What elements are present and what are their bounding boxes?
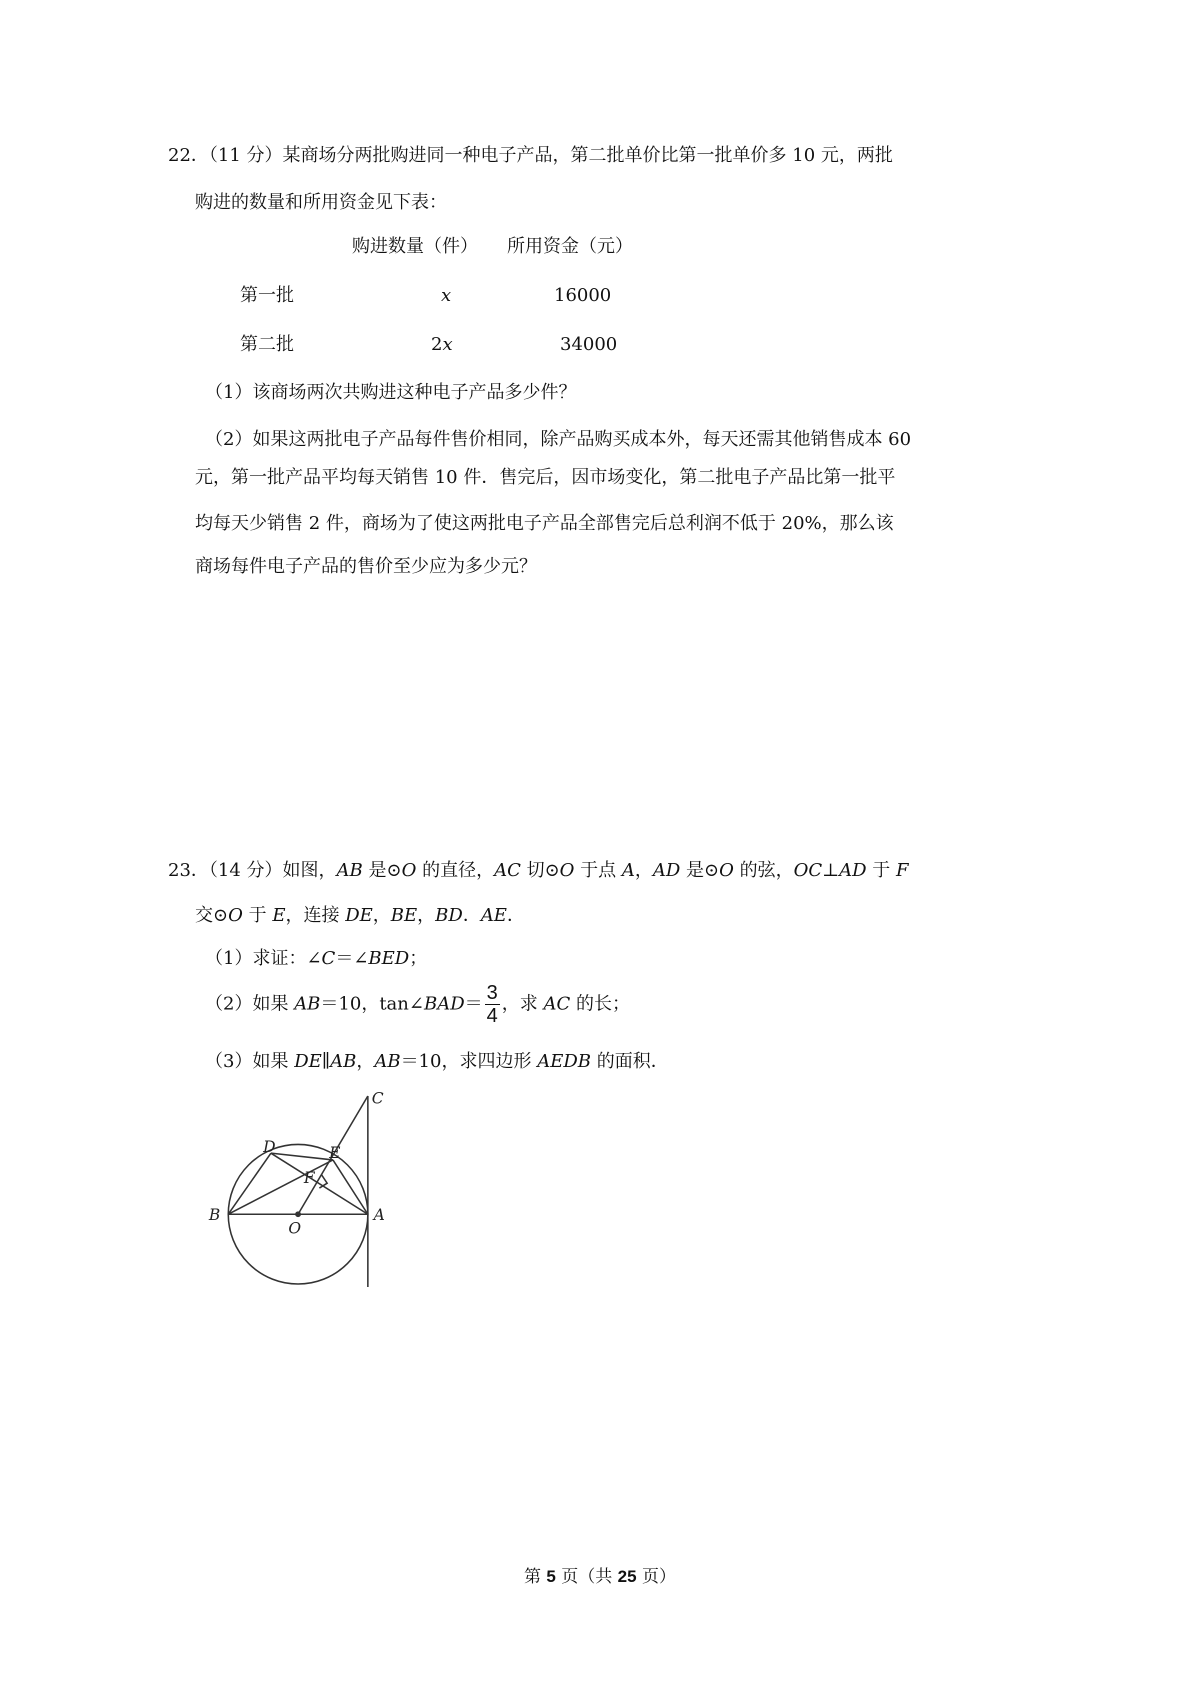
q23-part-1 <box>205 950 427 968</box>
table-header-fund: 所用资金（元） <box>507 236 633 257</box>
text: ． <box>462 905 481 926</box>
text: ⊥ <box>822 860 840 881</box>
var-de: DE <box>345 905 373 926</box>
var-c: C <box>321 948 336 969</box>
text: ， <box>417 905 436 926</box>
var-ab: AB <box>294 993 321 1015</box>
var-o: O <box>719 860 734 881</box>
var-bed: BED <box>368 948 410 969</box>
text: （1）求证：∠ <box>205 948 322 969</box>
var-ac: AC <box>494 860 521 881</box>
qty-coef: 2 <box>431 334 443 355</box>
text: 切⊙ <box>520 860 560 881</box>
text: 交⊙ <box>195 905 229 926</box>
var-ab: AB <box>330 1051 357 1072</box>
text: ． <box>506 905 525 926</box>
q22-part-2-line-4: 商场每件电子产品的售价至少应为多少元？ <box>195 556 537 577</box>
total-pages: 25 <box>617 1567 637 1586</box>
var-be: BE <box>390 905 418 926</box>
text: ＝10，tan∠ <box>320 993 424 1015</box>
point-label-b: B <box>208 1206 221 1225</box>
q22-part-1: （1）该商场两次共购进这种电子产品多少件？ <box>205 382 577 403</box>
var-ad: AD <box>839 860 867 881</box>
q23-part-2 <box>205 983 630 1026</box>
q22-part-2-line-2: 元，第一批产品平均每天销售 10 件．售完后，因市场变化，第二批电子产品比第一批平 <box>195 467 896 488</box>
page-footer <box>0 1562 1200 1587</box>
q22-part-2-line-3: 均每天少销售 2 件，商场为了使这两批电子产品全部售完后总利润不低于 20%，那么该 <box>195 513 894 534</box>
var-o: O <box>401 860 417 881</box>
q23-part-3 <box>205 1053 669 1071</box>
text: ； <box>409 948 428 969</box>
table-row-2-qty <box>431 336 453 354</box>
text: （3）如果 <box>205 1051 295 1072</box>
table-header-qty: 购进数量（件） <box>352 236 478 257</box>
text: ，连接 <box>285 905 346 926</box>
var-e: E <box>272 905 286 926</box>
point-label-d: D <box>263 1138 276 1157</box>
text: ＝ <box>464 993 483 1015</box>
table-row-1-fund: 16000 <box>554 285 612 306</box>
text: 是⊙ <box>362 860 402 881</box>
var-ac: AC <box>543 993 571 1015</box>
table-row-1-qty: x <box>441 285 452 306</box>
point-label-a: A <box>373 1206 385 1225</box>
text: 于点 <box>574 860 622 881</box>
page-number: 5 <box>546 1567 556 1586</box>
point-label-c: C <box>371 1089 384 1108</box>
q22-line-1: 22．（11 分）某商场分两批购进同一种电子产品，第二批单价比第一批单价多 10 元，两批 <box>168 145 893 166</box>
q22-part-2-line-1: （2）如果这两批电子产品每件售价相同，除产品购买成本外，每天还需其他销售成本 60 <box>205 429 912 450</box>
text: ，求 <box>501 993 544 1015</box>
point-label-e: E <box>329 1144 341 1163</box>
text: 的长； <box>570 993 631 1015</box>
text: ＝10，求四边形 <box>400 1051 538 1072</box>
text: 的直径， <box>416 860 495 881</box>
text: ， <box>634 860 653 881</box>
var-o: O <box>559 860 575 881</box>
q22-line-2: 购进的数量和所用资金见下表： <box>195 192 447 213</box>
text: 第 <box>523 1567 547 1587</box>
var-ab: AB <box>374 1051 401 1072</box>
fraction-numerator: 3 <box>486 982 498 1004</box>
text: ， <box>356 1051 375 1072</box>
text: 页（共 <box>555 1567 618 1587</box>
text: ∥ <box>321 1051 331 1072</box>
text: ＝∠ <box>335 948 369 969</box>
var-ab: AB <box>336 860 363 881</box>
text: 的弦， <box>733 860 794 881</box>
center-point <box>295 1211 301 1217</box>
fraction <box>485 983 500 1026</box>
q23-line-1 <box>168 862 909 880</box>
fraction-denominator: 4 <box>486 1005 498 1027</box>
point-label-o: O <box>288 1219 302 1238</box>
var-ae: AE <box>480 905 507 926</box>
geometry-figure <box>205 1085 395 1295</box>
text: 于 <box>242 905 273 926</box>
var-bd: BD <box>435 905 463 926</box>
table-row-1-label: 第一批 <box>240 285 294 306</box>
var-oc: OC <box>793 860 823 881</box>
text: 于 <box>866 860 896 881</box>
text: （2）如果 <box>205 993 295 1015</box>
text: 页） <box>636 1567 676 1587</box>
var-aedb: AEDB <box>537 1051 592 1072</box>
var-ad: AD <box>652 860 681 881</box>
qty-var: x <box>442 334 453 355</box>
segment-be <box>228 1160 333 1214</box>
table-row-2-fund: 34000 <box>560 334 618 355</box>
text: 是⊙ <box>680 860 720 881</box>
text: 的面积． <box>591 1051 669 1072</box>
var-f: F <box>896 860 909 881</box>
var-o: O <box>228 905 243 926</box>
var-de: DE <box>294 1051 322 1072</box>
text: 23．（14 分）如图， <box>168 860 337 881</box>
var-bad: BAD <box>423 993 465 1015</box>
point-label-f: F <box>303 1169 315 1188</box>
segment-da <box>271 1153 368 1214</box>
table-row-2-label: 第二批 <box>240 334 294 355</box>
q23-line-2 <box>195 907 525 925</box>
text: ， <box>372 905 391 926</box>
var-a: A <box>621 860 635 881</box>
